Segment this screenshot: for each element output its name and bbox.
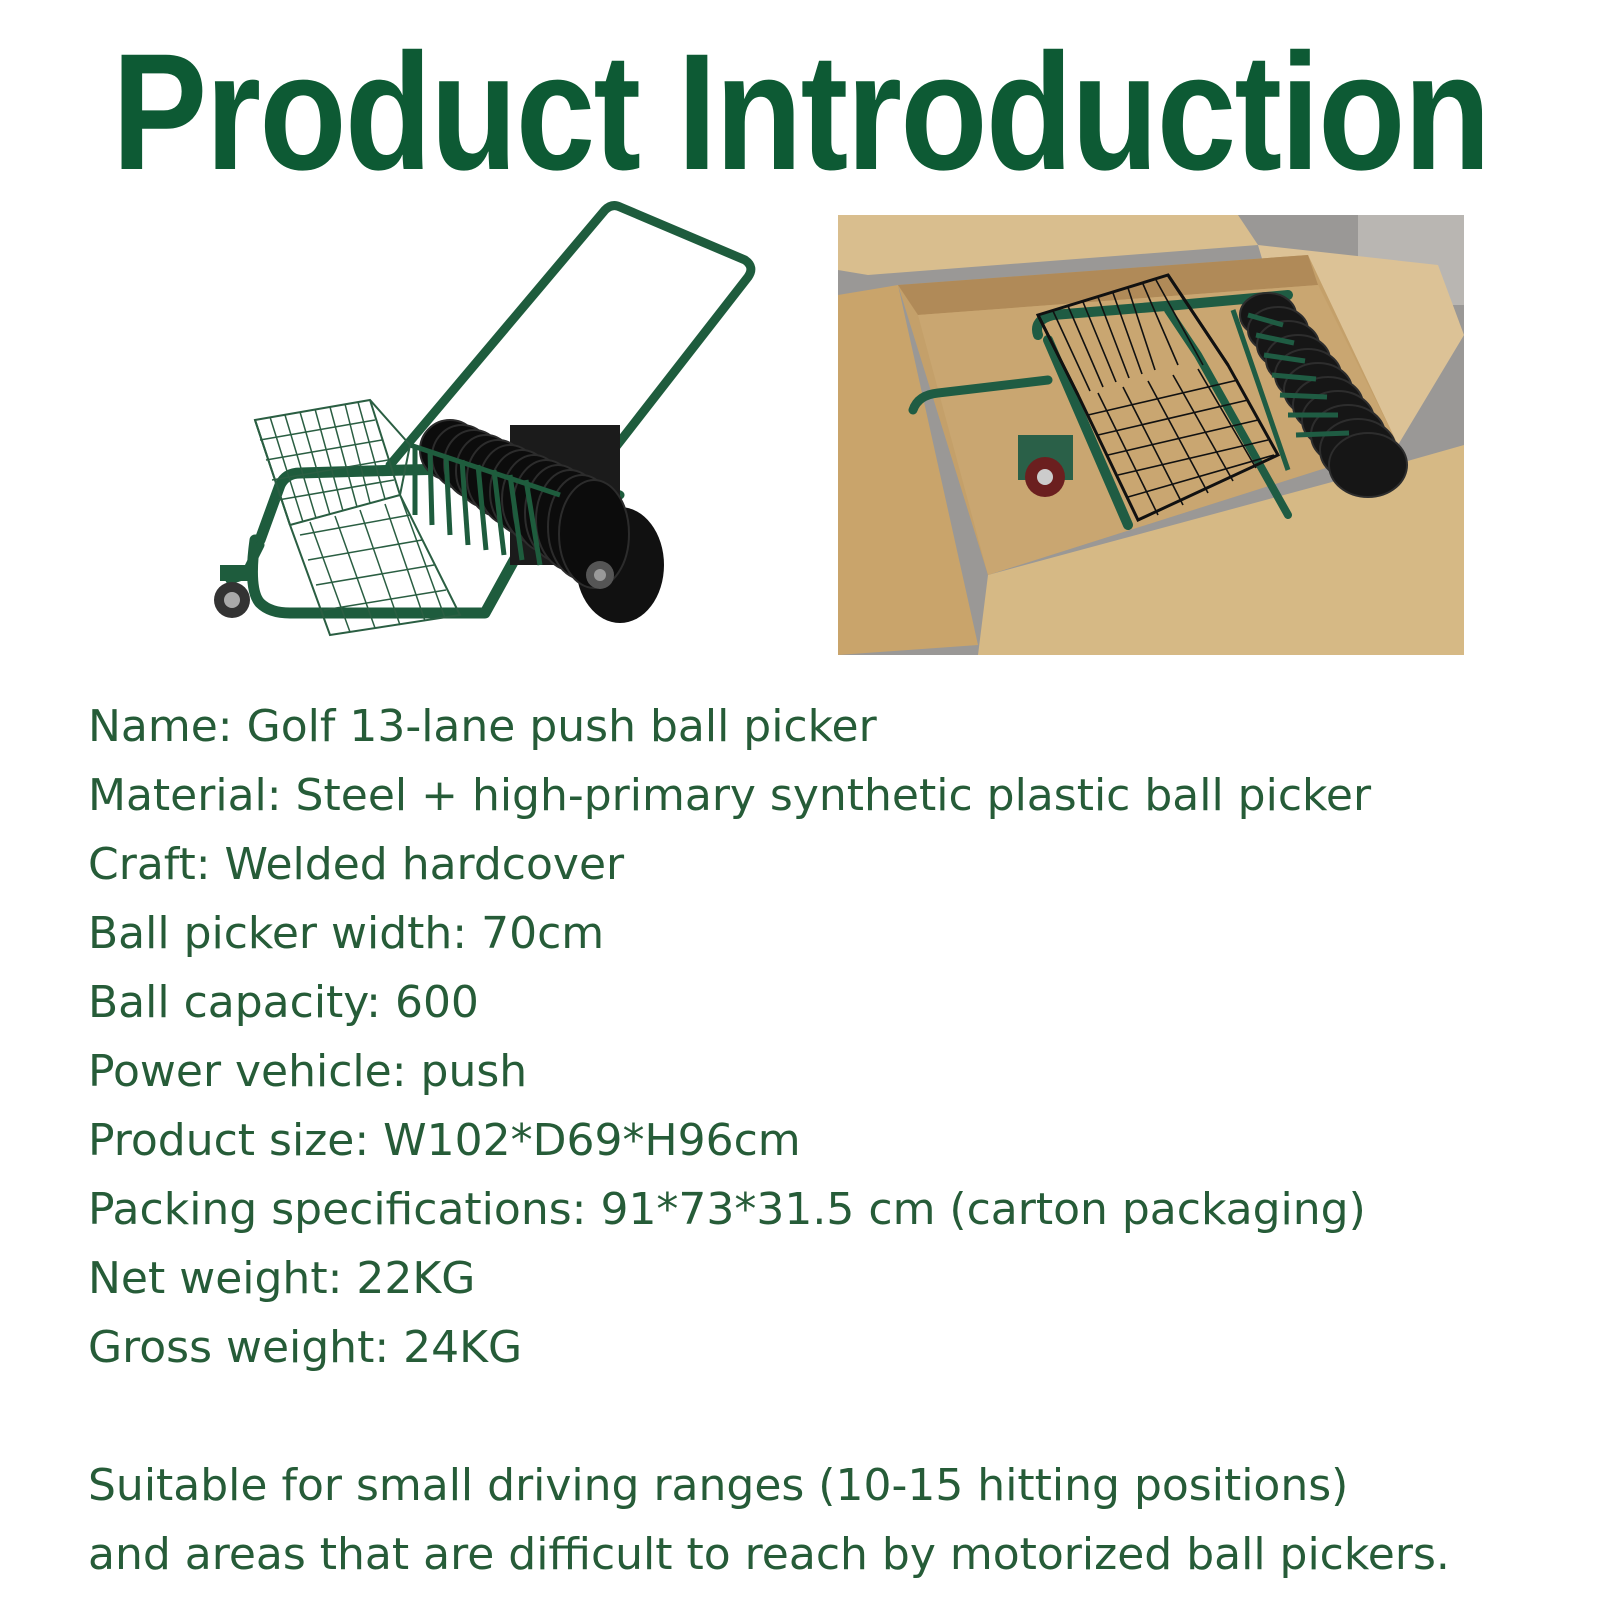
- spec-net-weight: Net weight: 22KG: [88, 1253, 476, 1304]
- spec-power: Power vehicle: push: [88, 1046, 528, 1097]
- spec-craft: Craft: Welded hardcover: [88, 839, 625, 890]
- spec-name: Name: Golf 13-lane push ball picker: [88, 701, 877, 752]
- page-title: Product Introduction: [112, 20, 1490, 205]
- spec-capacity: Ball capacity: 600: [88, 977, 479, 1028]
- spec-width: Ball picker width: 70cm: [88, 908, 605, 959]
- spec-packing: Packing specifications: 91*73*31.5 cm (carton packaging): [88, 1184, 1366, 1235]
- spec-product-size: Product size: W102*D69*H96cm: [88, 1115, 801, 1166]
- spec-list: [88, 692, 1568, 1382]
- spec-material: Material: Steel + high-primary synthetic plastic ball picker: [88, 770, 1372, 821]
- usage-note-line-2: and areas that are difficult to reach by motorized ball pickers.: [88, 1529, 1450, 1580]
- push-ball-picker-product-icon: [200, 195, 790, 665]
- ball-picker-in-carton-icon: [838, 215, 1464, 655]
- spec-gross-weight: Gross weight: 24KG: [88, 1322, 523, 1373]
- usage-note: [88, 1451, 1588, 1589]
- usage-note-line-1: Suitable for small driving ranges (10-15 hitting positions): [88, 1460, 1349, 1511]
